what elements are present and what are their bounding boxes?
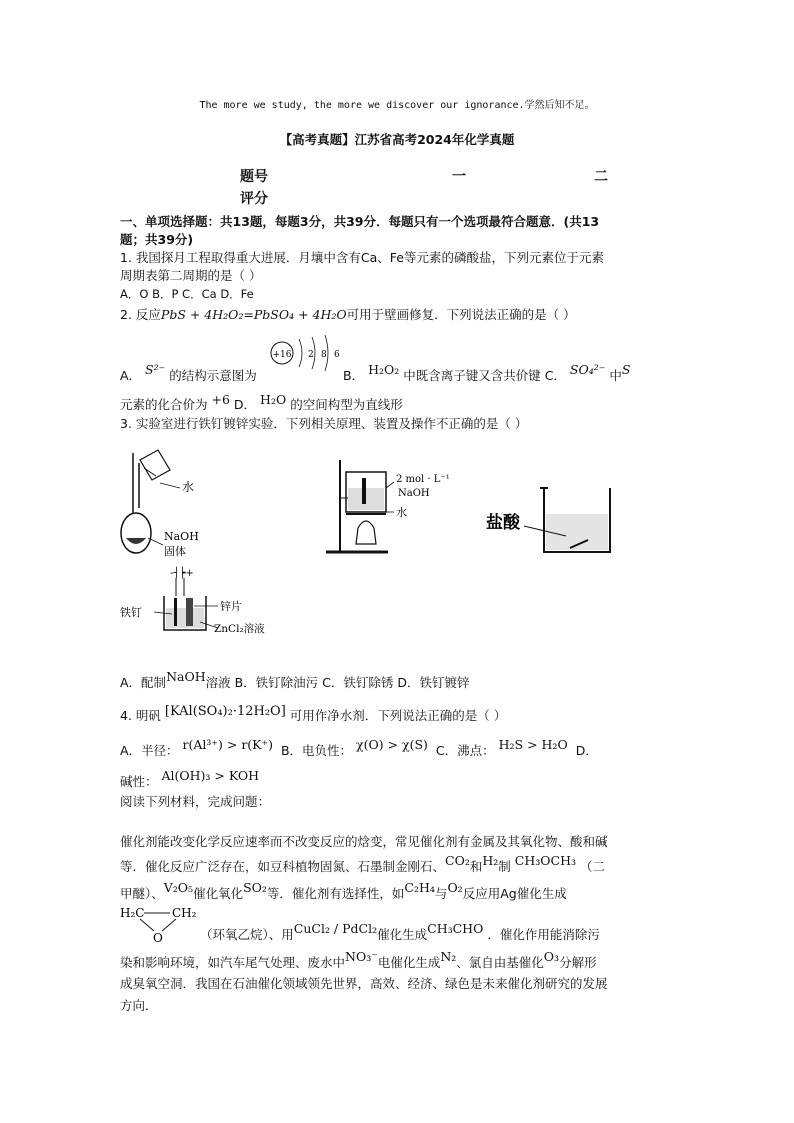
q3-stem: 3. 实验室进行铁钉镀锌实验．下列相关原理、装置及操作不正确的是（ ） <box>120 416 528 431</box>
reading-p4c: ．催化作用能消除污 <box>487 927 600 942</box>
reading-p7: 方向． <box>120 998 158 1013</box>
reading-p1: 催化剂能改变化学反应速率而不改变反应的焓变，常见催化剂有金属及其氧化物、酸和碱 <box>120 834 608 849</box>
epoxide-o: O <box>153 931 163 945</box>
figure-d-plating <box>120 566 265 635</box>
reading-co2: CO₂ <box>445 853 470 868</box>
q1-options: A．O B．P C．Ca D．Fe <box>120 287 254 301</box>
q2-a-prefix: A． <box>120 368 142 383</box>
reading-make: 制 <box>498 859 511 874</box>
fig-b-naoh: NaOH <box>398 488 430 499</box>
shell-1-count: 2 <box>308 350 314 360</box>
q4-b-formula: χ(O) > χ(S) <box>356 737 428 752</box>
q4-b-prefix: B．电负性： <box>280 743 353 758</box>
q2-option-line2 <box>120 392 680 414</box>
q2-c-S: S <box>621 362 631 377</box>
q2-stem <box>120 305 680 324</box>
reading-h2: H₂ <box>482 853 499 868</box>
reading-p3c: 等．催化剂有选择性，如 <box>266 886 405 901</box>
col-1: 一 <box>452 169 466 185</box>
label-number: 题号 <box>240 169 268 185</box>
q1-line1: 1. 我国探月工程取得重大进展．月壤中含有Ca、Fe等元素的磷酸盐，下列元素位于元素 <box>120 250 604 265</box>
shell-arc-1 <box>299 339 302 367</box>
reading-p4 <box>200 921 700 946</box>
label-score: 评分 <box>240 191 268 207</box>
experiment-figures <box>118 448 688 653</box>
q2-stem-suffix: 可用于壁画修复．下列说法正确的是（ ） <box>346 307 576 322</box>
section-heading-line2: 题；共39分) <box>120 232 194 247</box>
fig-d-zncl2: ZnCl₂溶液 <box>214 623 265 635</box>
epoxide-structure <box>118 903 208 945</box>
q4-c-prefix: C．沸点： <box>435 743 495 758</box>
q2-a-ion: S²⁻ <box>145 362 166 377</box>
reading-p2a: 等．催化反应广泛存在，如豆科植物固氮、石墨制金刚石、 <box>120 859 446 874</box>
reading-p4a: （环氧乙烷）、用 <box>200 927 294 942</box>
shell-3-count: 6 <box>334 350 340 360</box>
fig-b-conc: 2 mol · L⁻¹ <box>396 474 450 485</box>
reading-p6: 成臭氧空洞．我国在石油催化领域领先世界，高效、经济、绿色是未来催化剂研究的发展 <box>120 976 608 991</box>
fig-b-water: 水 <box>396 506 407 519</box>
q4-d-line2: 碱性： <box>120 774 158 789</box>
q1-line2: 周期表第二周期的是（ ） <box>120 268 262 283</box>
fig-a-water-label: 水 <box>182 480 195 494</box>
reading-p3b: 催化氧化 <box>193 886 244 901</box>
reading-p4b: 催化生成 <box>377 927 428 942</box>
q4-d-prefix: D． <box>575 743 598 758</box>
q4-c-formula: H₂S > H₂O <box>498 737 568 752</box>
fig-d-zinc: 锌片 <box>220 600 242 613</box>
q3-options-naoh: NaOH <box>166 669 206 684</box>
q2-stem-prefix: 2. 反应 <box>120 307 161 322</box>
reading-dme: CH₃OCH₃ <box>514 853 576 868</box>
figure-c-beaker <box>486 488 610 552</box>
fig-a-solid: 固体 <box>164 545 186 558</box>
reading-ald: CH₃CHO <box>427 921 484 936</box>
q2-option-line1-right <box>343 362 631 384</box>
nucleus-label: +16 <box>272 350 292 360</box>
reading-p2-tail: （二 <box>579 859 605 874</box>
reading-p5d: 分解形 <box>559 955 597 970</box>
reading-p2 <box>120 853 695 878</box>
q2-formula: PbS + 4H₂O₂=PbSO₄ + 4H₂O <box>160 307 347 322</box>
q2-d-prefix: D． <box>233 397 257 412</box>
section-heading-line1: 一、单项选择题：共13题，每题3分，共39分．每题只有一个选项最符合题意．(共13 <box>120 214 600 229</box>
q4-options-line1 <box>120 737 680 760</box>
reading-p5c: 、氯自由基催化 <box>456 955 544 970</box>
q2-d-text: 的空间构型为直线形 <box>290 397 403 412</box>
reading-p5b: 电催化生成 <box>377 955 441 970</box>
reading-o3: O₃ <box>543 949 560 964</box>
reading-c2h4: C₂H₄ <box>404 880 435 895</box>
page-title: 【高考真题】江苏省高考2024年化学真题 <box>279 132 515 147</box>
q2-c-formula: SO₄²⁻ <box>569 362 606 377</box>
q4-stem <box>120 706 680 726</box>
q4-formula: [KAl(SO₄)₂·12H₂O] <box>164 704 286 719</box>
q2-a-text: 的结构示意图为 <box>169 368 257 383</box>
reading-p3e: 反应用Ag催化生成 <box>462 886 567 901</box>
reading-o2: O₂ <box>447 880 463 895</box>
q4-stem-suffix: 可用作净水剂．下列说法正确的是（ ） <box>289 708 507 723</box>
reading-and: 和 <box>469 859 483 874</box>
epoxide-h2c: H₂C <box>120 906 145 920</box>
atom-structure-diagram <box>268 335 344 385</box>
q3-options-a: A．配制 <box>120 675 167 690</box>
fig-c-hcl: 盐酸 <box>486 513 520 533</box>
q3-options <box>120 669 680 692</box>
q2-b-text: 中既含离子键又含共价键 C． <box>403 368 566 383</box>
reading-so2: SO₂ <box>243 880 267 895</box>
shell-2-count: 8 <box>321 350 327 360</box>
score-table <box>238 166 658 210</box>
q4-a-formula: r(Al³⁺) > r(K⁺) <box>182 737 273 752</box>
q2-c-line2: 元素的化合价为 <box>120 397 208 412</box>
fig-d-nail: 铁钉 <box>120 606 142 619</box>
fig-a-naoh: NaOH <box>164 530 199 543</box>
reading-v2o5: V₂O₅ <box>163 880 194 895</box>
reading-no3: NO₃⁻ <box>345 949 378 964</box>
q2-b-prefix: B． <box>343 368 365 383</box>
figure-a-flask <box>121 450 199 558</box>
q2-b-formula: H₂O₂ <box>368 362 400 377</box>
reading-n2: N₂ <box>440 949 457 964</box>
reading-p5a: 染和影响环境，如汽车尾气处理、废水中 <box>120 955 346 970</box>
q4-a-prefix: A．半径： <box>120 743 179 758</box>
reading-intro: 阅读下列材料，完成问题： <box>120 794 271 809</box>
q4-d-formula: Al(OH)₃ > KOH <box>161 768 260 783</box>
q2-c-text: 中 <box>609 368 622 383</box>
motto: The more we study, the more we discover our ignorance.学然后知不足。 <box>199 100 595 111</box>
q3-options-rest: 溶液 B．铁钉除油污 C．铁钉除锈 D．铁钉镀锌 <box>205 675 470 690</box>
col-2: 二 <box>594 169 608 185</box>
figure-b-heating <box>326 460 450 552</box>
q2-c-value: +6 <box>211 392 230 407</box>
reading-p5 <box>120 949 695 974</box>
q4-stem-prefix: 4. 明矾 <box>120 708 161 723</box>
epoxide-ch2: CH₂ <box>172 906 197 920</box>
q4-options-line2 <box>120 768 680 791</box>
reading-p3 <box>120 880 695 905</box>
reading-p3a: 甲醚）、 <box>120 886 164 901</box>
reading-p3d: 与 <box>434 886 448 901</box>
q2-d-formula: H₂O <box>260 392 287 407</box>
fig-d-power: -┤┝+ <box>170 568 194 579</box>
reading-cat: CuCl₂ / PdCl₂ <box>293 921 378 936</box>
